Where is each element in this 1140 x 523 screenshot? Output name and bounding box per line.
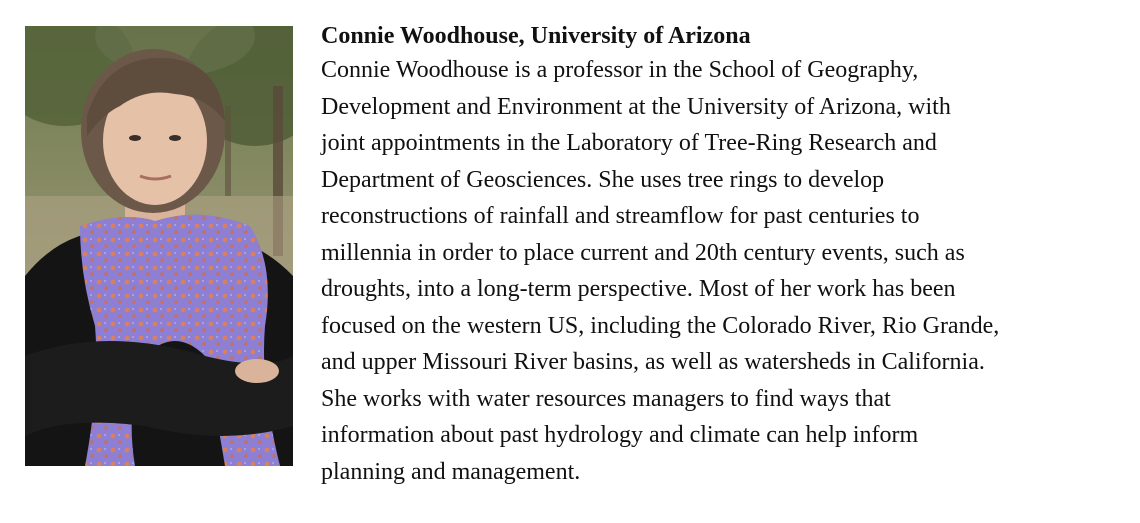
bio-line: reconstructions of rainfall and streamflow for past centuries to bbox=[321, 203, 920, 229]
bio-line: planning and management. bbox=[321, 458, 581, 485]
portrait-illustration bbox=[25, 26, 293, 466]
bio-line: focused on the western US, including the Colorado River, Rio Grande, bbox=[321, 312, 1000, 339]
bio-line: and upper Missouri River basins, as well as watersheds in California. bbox=[321, 349, 985, 375]
bio-line: information about past hydrology and climate can help inform bbox=[321, 422, 919, 448]
bio-line: millennia in order to place current and 20th century events, such as bbox=[321, 239, 965, 266]
bio-line: joint appointments in the Laboratory of Tree-Ring Research and bbox=[321, 130, 937, 156]
bio-line: She works with water resources managers to find ways that bbox=[321, 385, 891, 412]
bio-line: Connie Woodhouse is a professor in the School of Geography, bbox=[321, 57, 919, 83]
person-name-heading: Connie Woodhouse, University of Arizona bbox=[321, 23, 751, 49]
bio-line: Department of Geosciences. She uses tree rings to develop bbox=[321, 166, 885, 193]
bio-line: Development and Environment at the University of Arizona, with bbox=[321, 93, 951, 120]
bio-text bbox=[321, 20, 1131, 490]
bio-line: droughts, into a long-term perspective. Most of her work has been bbox=[321, 276, 956, 302]
portrait-photo bbox=[25, 26, 293, 466]
